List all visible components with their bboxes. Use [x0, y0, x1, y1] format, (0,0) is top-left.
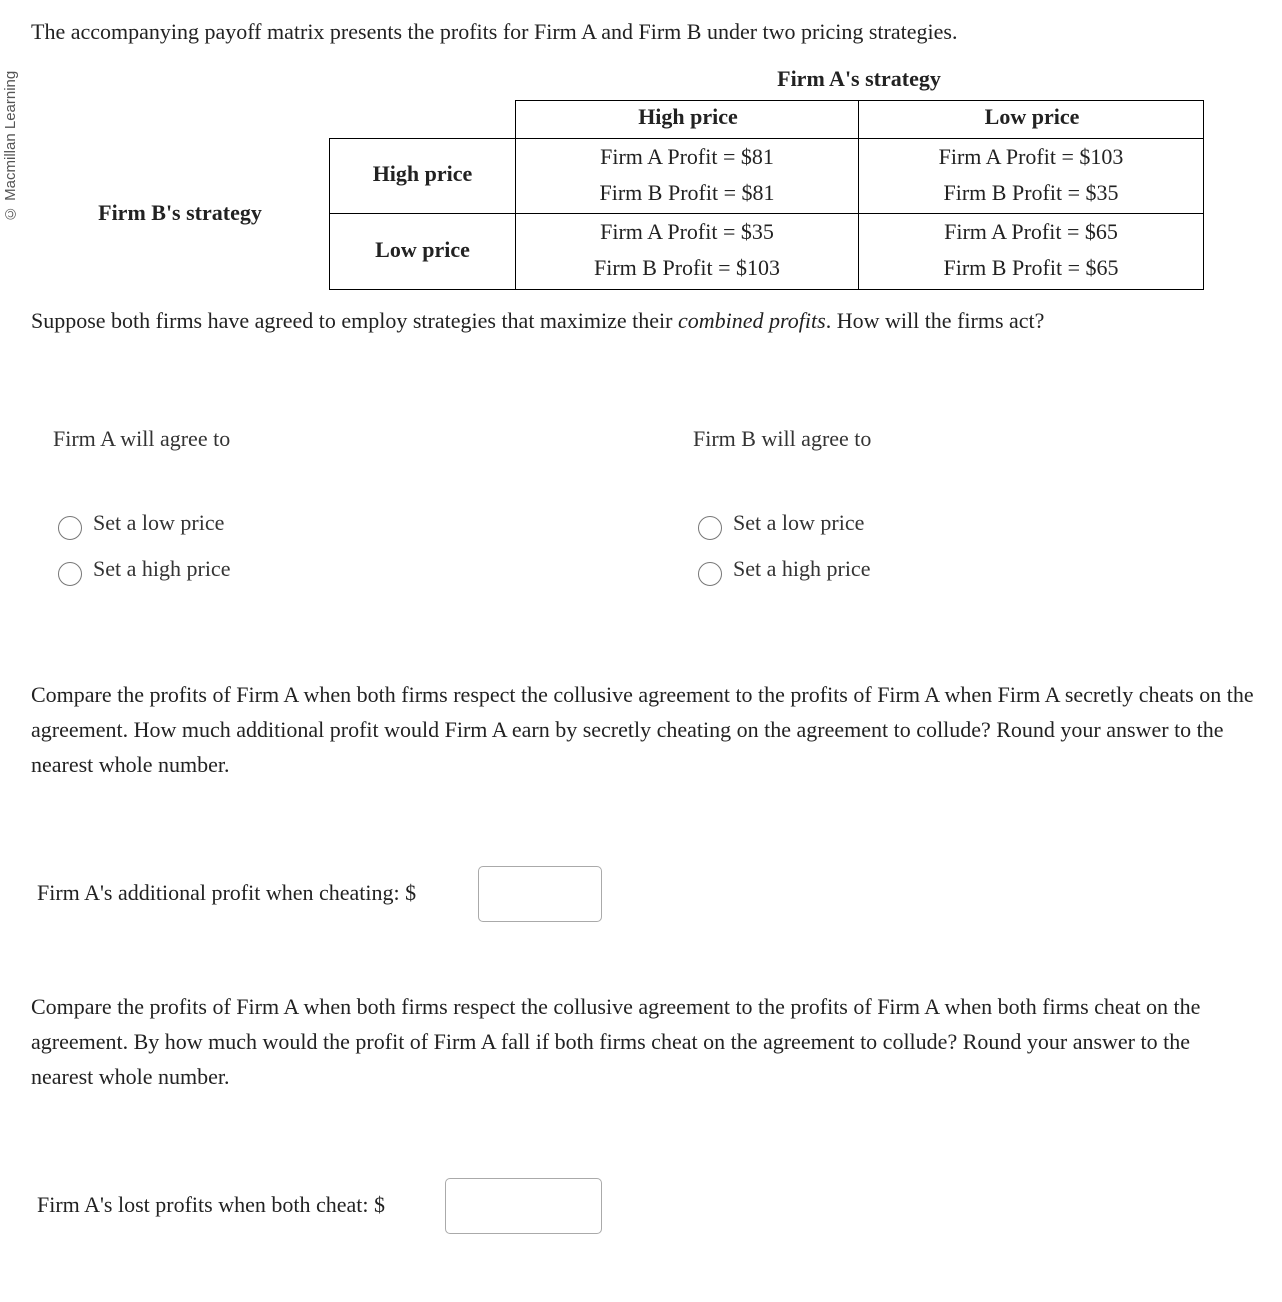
firm-b-group-label: Firm B will agree to — [693, 426, 872, 451]
option-label[interactable]: Set a low price — [93, 510, 225, 535]
firm-b-strategy-heading: Firm B's strategy — [98, 200, 262, 225]
cell-firm-b-profit: Firm B Profit = $35 — [943, 180, 1119, 205]
intro-text: The accompanying payoff matrix presents the profits for Firm A and Firm B under two pricing strategies. — [31, 19, 958, 44]
cell-firm-a-profit: Firm A Profit = $81 — [600, 144, 774, 169]
cell-firm-b-profit: Firm B Profit = $81 — [599, 180, 775, 205]
radio-button[interactable] — [58, 562, 82, 586]
question-combined-profits — [31, 303, 1044, 338]
row-header-high — [329, 138, 516, 214]
question-cheating-profit: Compare the profits of Firm A when both firms respect the collusive agreement to the profits of Firm A when Firm A secretly cheats on the agreement. How much additional profit would Firm A earn by secretly cheating on the agreement to collude? Round your answer to the nearest whole number. — [31, 682, 1254, 777]
col-low-label: Low price — [984, 104, 1080, 129]
firm-a-group-label: Firm A will agree to — [53, 426, 231, 451]
answer-lost-profits-label: Firm A's lost profits when both cheat: $ — [37, 1192, 385, 1217]
radio-button[interactable] — [58, 516, 82, 540]
option-label[interactable]: Set a low price — [733, 510, 865, 535]
cell-low-high — [515, 213, 859, 290]
question-text-end: . How will the firms act? — [825, 308, 1045, 333]
option-label[interactable]: Set a high price — [93, 556, 231, 581]
lost-profits-input[interactable] — [445, 1178, 602, 1234]
additional-profit-input[interactable] — [478, 866, 602, 922]
question-both-cheat: Compare the profits of Firm A when both firms respect the collusive agreement to the profits of Firm A when both firms cheat on the agreement. By how much would the profit of Firm A fall if both firms cheat on the agreement to collude? Round your answer to the nearest whole number. — [31, 994, 1201, 1089]
answer-additional-profit-label: Firm A's additional profit when cheating: $ — [37, 880, 417, 905]
radio-button[interactable] — [698, 516, 722, 540]
cell-firm-a-profit: Firm A Profit = $65 — [944, 219, 1118, 244]
cell-low-low — [858, 213, 1204, 290]
col-high-label: High price — [638, 104, 738, 129]
row-high-label: High price — [372, 161, 473, 186]
cell-high-high — [515, 138, 859, 214]
col-header-low — [858, 100, 1204, 139]
cell-firm-a-profit: Firm A Profit = $35 — [600, 219, 774, 244]
cell-firm-b-profit: Firm B Profit = $65 — [943, 255, 1119, 280]
row-low-label: Low price — [375, 237, 470, 262]
cell-firm-a-profit: Firm A Profit = $103 — [938, 144, 1124, 169]
row-header-low — [329, 213, 516, 290]
question-emphasis: combined profits — [678, 308, 826, 333]
question-text: Suppose both firms have agreed to employ strategies that maximize their — [31, 308, 678, 333]
radio-button[interactable] — [698, 562, 722, 586]
option-label[interactable]: Set a high price — [733, 556, 871, 581]
copyright-label: © Macmillan Learning — [2, 70, 19, 222]
cell-firm-b-profit: Firm B Profit = $103 — [594, 255, 780, 280]
col-header-high — [515, 100, 859, 139]
firm-a-strategy-heading: Firm A's strategy — [777, 66, 941, 91]
cell-high-low — [858, 138, 1204, 214]
